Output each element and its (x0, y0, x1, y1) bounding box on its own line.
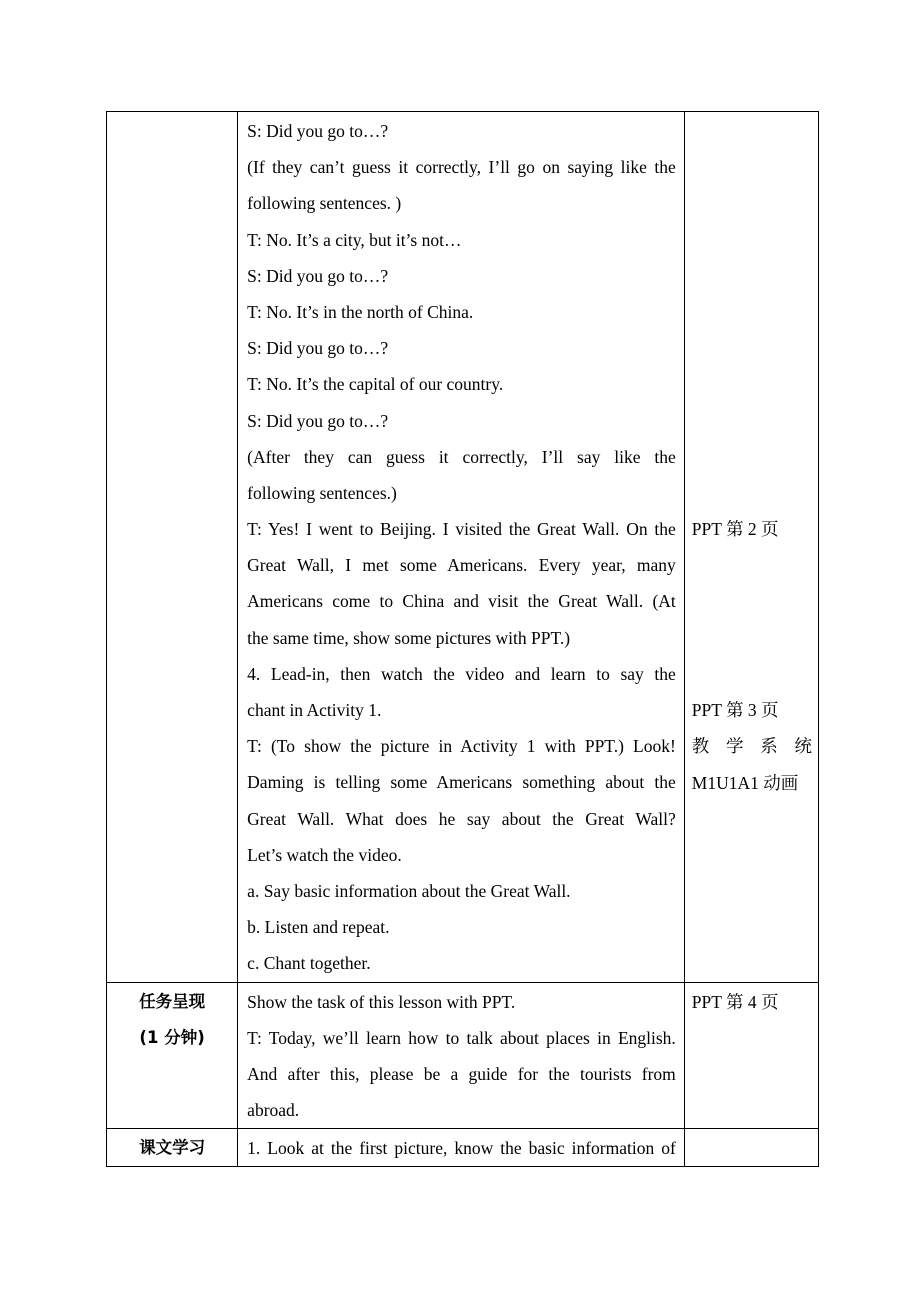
process-line: 1. Look at the first picture, know the basic information of (247, 1138, 676, 1159)
process-line: Daming is telling some Americans something about the (247, 772, 676, 793)
resources-cell (684, 112, 818, 983)
process-line: 4. Lead-in, then watch the video and learn to say the (247, 663, 676, 684)
lesson-plan-body (107, 112, 819, 1167)
process-line: S: Did you go to…? (247, 338, 389, 359)
process-line: a. Say basic information about the Great Wall. (247, 880, 571, 901)
resource-note: PPT 第 2 页 (691, 519, 779, 540)
process-line: T: (To show the picture in Activity 1 with PPT.) Look! (247, 736, 676, 757)
table-row (107, 982, 819, 1129)
stage-cell (107, 112, 238, 983)
teaching-process-cell (238, 1129, 685, 1167)
resource-spacer (692, 113, 812, 511)
teaching-process-cell (238, 982, 685, 1129)
resources-cell (684, 1129, 818, 1167)
process-line: c. Chant together. (247, 953, 371, 974)
process-line: T: No. It’s in the north of China. (247, 301, 474, 322)
process-line: the same time, show some pictures with PPT.) (247, 627, 571, 648)
stage-cell (107, 982, 238, 1129)
table-row (107, 1129, 819, 1167)
process-line: And after this, please be a guide for the tourists from (247, 1063, 676, 1084)
stage-title: (1 分钟) (139, 1027, 205, 1047)
resources-cell (684, 982, 818, 1129)
resource-note: 教 学 系 统 (691, 736, 812, 757)
process-line: T: No. It’s the capital of our country. (247, 374, 504, 395)
process-line: Great Wall, I met some Americans. Every year, many (247, 555, 676, 576)
lesson-plan-table (106, 111, 819, 1167)
resource-note: M1U1A1 动画 (691, 772, 799, 793)
process-line: abroad. (247, 1100, 300, 1121)
resource-note: PPT 第 4 页 (691, 991, 779, 1012)
process-line: b. Listen and repeat. (247, 917, 390, 938)
process-line: chant in Activity 1. (247, 700, 382, 720)
process-line: following sentences. ) (247, 193, 402, 214)
resource-spacer (692, 547, 812, 692)
process-line: S: Did you go to…? (247, 121, 389, 141)
process-line: Let’s watch the video. (247, 844, 402, 865)
process-line: Show the task of this lesson with PPT. (247, 991, 516, 1012)
teaching-process-cell (238, 112, 685, 983)
resource-note: PPT 第 3 页 (691, 700, 779, 721)
process-line: (If they can’t guess it correctly, I’ll go on saying like the (247, 157, 676, 178)
process-line: T: No. It’s a city, but it’s not… (247, 229, 462, 250)
process-line: T: Today, we’ll learn how to talk about places in English. (247, 1027, 676, 1048)
process-line: S: Did you go to…? (247, 265, 389, 286)
process-line: Americans come to China and visit the Great Wall. (At (247, 591, 676, 612)
stage-title: 课文学习 (139, 1138, 206, 1158)
stage-title: 任务呈现 (139, 991, 206, 1011)
process-line: Great Wall. What does he say about the Great Wall? (247, 808, 676, 829)
table-row (107, 112, 819, 983)
process-line: S: Did you go to…? (247, 410, 389, 431)
process-line: T: Yes! I went to Beijing. I visited the Great Wall. On the (247, 519, 676, 540)
process-line: (After they can guess it correctly, I’ll say like the (247, 446, 676, 467)
stage-cell (107, 1129, 238, 1167)
process-line: following sentences.) (247, 482, 397, 503)
